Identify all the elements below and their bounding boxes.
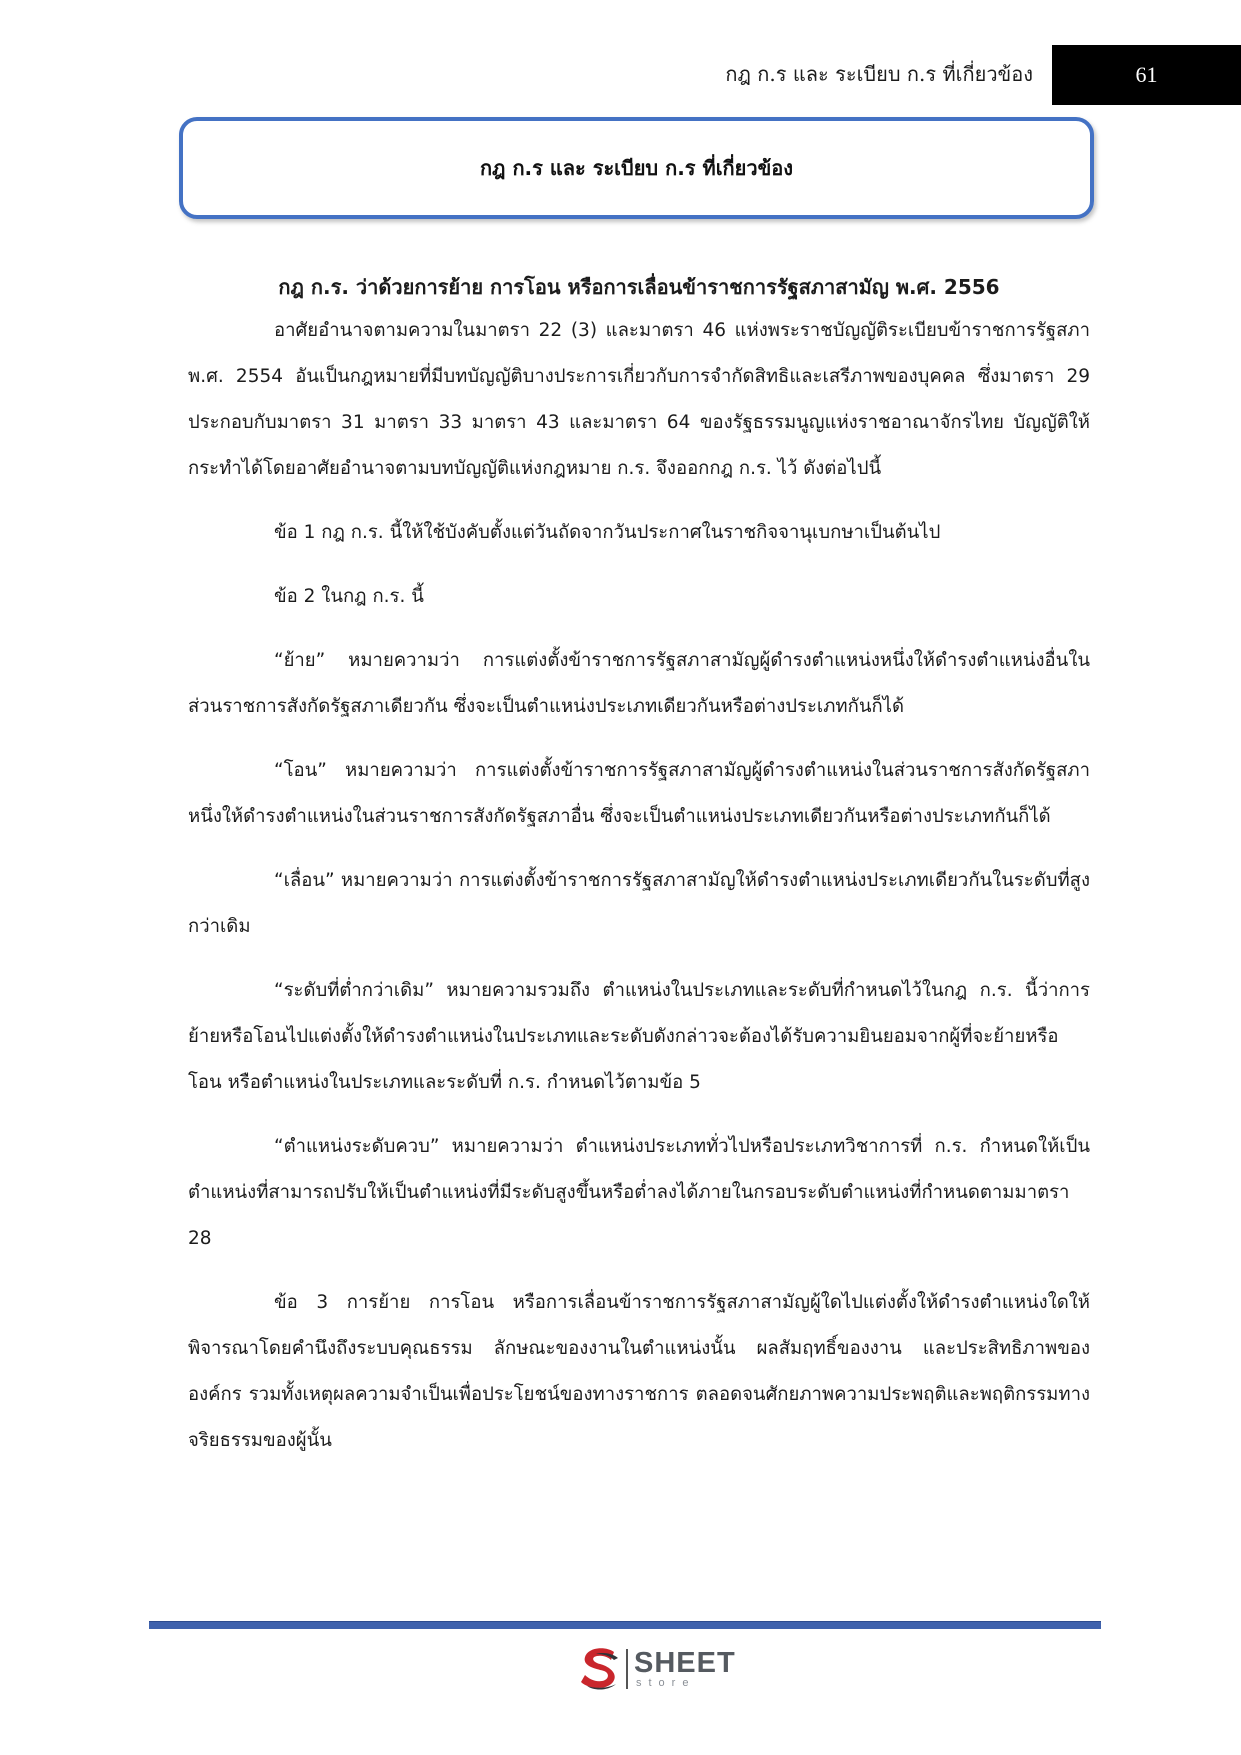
footer-divider [149, 1621, 1101, 1629]
section-heading: กฎ ก.ร. ว่าด้วยการย้าย การโอน หรือการเลื่อนข้าราชการรัฐสภาสามัญ พ.ศ. 2556 [278, 275, 1000, 299]
paragraph: “โอน” หมายความว่า การแต่งตั้งข้าราชการรัฐสภาสามัญผู้ดำรงตำแหน่งในส่วนราชการสังกัดรัฐสภาหนึ่งให้ดำรงตำแหน่งในส่วนราชการสังกัดรัฐสภาอื่น ซึ่งจะเป็นตำแหน่งประเภทเดียวกันหรือต่างประเภทกันก็ได้ [188, 760, 1090, 827]
paragraph: “ย้าย” หมายความว่า การแต่งตั้งข้าราชการรัฐสภาสามัญผู้ดำรงตำแหน่งหนึ่งให้ดำรงตำแหน่งอื่นในส่วนราชการสังกัดรัฐสภาเดียวกัน ซึ่งจะเป็นตำแหน่งประเภทเดียวกันหรือต่างประเภทกันก็ได้ [188, 650, 1090, 717]
paragraph: ข้อ 3 การย้าย การโอน หรือการเลื่อนข้าราชการรัฐสภาสามัญผู้ใดไปแต่งตั้งให้ดำรงตำแหน่งใดให้พิจารณาโดยคำนึงถึงระบบคุณธรรม ลักษณะของงานในตำแหน่งนั้น ผลสัมฤทธิ์ของงาน และประสิทธิภาพขององค์กร รวมทั้งเหตุผลความจำเป็นเพื่อประโยชน์ของทางราชการ ตลอดจนศักยภาพความประพฤติและพฤติกรรมทางจริยธรรมของผู้นั้น [188, 1292, 1090, 1451]
logo-wordmark [634, 1649, 736, 1689]
running-header-title: กฎ ก.ร และ ระเบียบ ก.ร ที่เกี่ยวข้อง [725, 62, 1033, 86]
chapter-title: กฎ ก.ร และ ระเบียบ ก.ร ที่เกี่ยวข้อง [479, 156, 794, 180]
document-body [188, 268, 1090, 1482]
paragraph: ข้อ 1 กฎ ก.ร. นี้ให้ใช้บังคับตั้งแต่วันถัดจากวันประกาศในราชกิจจานุเบกษาเป็นต้นไป [274, 522, 941, 543]
paragraph: “ตำแหน่งระดับควบ” หมายความว่า ตำแหน่งประเภททั่วไปหรือประเภทวิชาการที่ ก.ร. กำหนดให้เป็นตำแหน่งที่สามารถปรับให้เป็นตำแหน่งที่มีระดับสูงขึ้นหรือต่ำลงได้ภายในกรอบระดับตำแหน่งที่กำหนดตามมาตรา 28 [188, 1136, 1090, 1249]
logo-text: SHEET [634, 1647, 736, 1679]
page-number: 61 [1052, 45, 1241, 105]
paragraph: “เลื่อน” หมายความว่า การแต่งตั้งข้าราชการรัฐสภาสามัญให้ดำรงตำแหน่งประเภทเดียวกันในระดับที่สูงกว่าเดิม [188, 870, 1090, 937]
paragraph: อาศัยอำนาจตามความในมาตรา 22 (3) และมาตรา 46 แห่งพระราชบัญญัติระเบียบข้าราชการรัฐสภา พ.ศ. 2554 อันเป็นกฎหมายที่มีบทบัญญัติบางประการเกี่ยวกับการจำกัดสิทธิและเสรีภาพของบุคคล ซึ่งมาตรา 29 ประกอบกับมาตรา 31 มาตรา 33 มาตรา 43 และมาตรา 64 ของรัฐธรรมนูญแห่งราชอาณาจักรไทย บัญญัติให้กระทำได้โดยอาศัยอำนาจตามบทบัญญัติแห่งกฎหมาย ก.ร. จึงออกกฎ ก.ร. ไว้ ดังต่อไปนี้ [188, 320, 1090, 479]
logo-separator [626, 1649, 628, 1689]
sheet-store-logo [578, 1644, 736, 1694]
sheet-store-s-logo-icon [578, 1644, 622, 1694]
paragraph: ข้อ 2 ในกฎ ก.ร. นี้ [274, 586, 424, 607]
chapter-title-box [179, 117, 1094, 219]
paragraph: “ระดับที่ต่ำกว่าเดิม” หมายความรวมถึง ตำแหน่งในประเภทและระดับที่กำหนดไว้ในกฎ ก.ร. นี้ว่าการย้ายหรือโอนไปแต่งตั้งให้ดำรงตำแหน่งในประเภทและระดับดังกล่าวจะต้องได้รับความยินยอมจากผู้ที่จะย้ายหรือโอน หรือตำแหน่งในประเภทและระดับที่ ก.ร. กำหนดไว้ตามข้อ 5 [188, 980, 1090, 1093]
logo-subtext: store [636, 1677, 696, 1689]
